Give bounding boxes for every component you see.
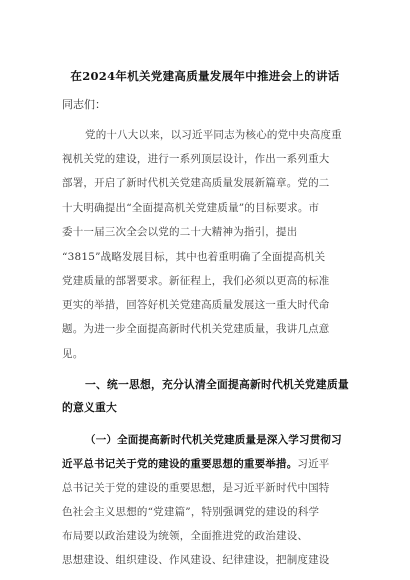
paragraph-line: 视机关党的建设，进行一系列顶层设计，作出一系列重大 (62, 153, 330, 165)
paragraph-line: 十大明确提出“全面提高机关党建质量”的目标要求。市 (62, 202, 320, 214)
subsection-heading: 近平总书记关于党的建设的重要思想的重要举措。 (62, 458, 298, 470)
paragraph-line: 党建质量的部署要求。新征程上，我们必须以更高的标准 (62, 275, 330, 287)
subsection-line: 布局要以政治建设为统领，全面推进党的政治建设、 (62, 530, 309, 542)
subsection-line: 思想建设、组织建设、作风建设、纪律建设，把制度建设 (62, 554, 330, 566)
subsection-line: 总书记关于党的建设的重要思想，是习近平新时代中国特 (62, 482, 330, 494)
section-heading: 一、统一思想，充分认清全面提高新时代机关党建质量 (85, 378, 349, 391)
section-heading: 的意义重大 (62, 401, 117, 414)
paragraph-line: 部署，开启了新时代机关党建高质量发展新篇章。党的二 (62, 177, 330, 189)
paragraph-line: 党的十八大以来，以习近平同志为核心的党中央高度重 (85, 129, 342, 141)
paragraph-line: 更实的举措，回答好机关党建高质量发展这一重大时代命 (62, 299, 330, 311)
subsection-line: 色社会主义思想的“党建篇”，特别强调党的建设的科学 (62, 506, 320, 518)
paragraph-line: 见。 (62, 348, 84, 360)
paragraph-line: “3815”战略发展目标，其中也着重明确了全面提高机关 (62, 251, 326, 263)
greeting: 同志们： (62, 98, 106, 111)
subsection-line (85, 432, 342, 447)
paragraph-line: 题。为进一步全面提高新时代机关党建质量，我讲几点意 (62, 323, 330, 335)
paragraph-line: 委十一届三次全会以党的二十大精神为指引，提出 (62, 226, 298, 238)
document-title: 在2024年机关党建高质量发展年中推进会上的讲话 (70, 69, 340, 83)
subsection-line: 近平总书记关于党的建设的重要思想的重要举措。习近平 (62, 458, 330, 470)
subsection-heading: （一）全面提高新时代机关党建质量是深入学习贯彻习 (85, 434, 342, 446)
